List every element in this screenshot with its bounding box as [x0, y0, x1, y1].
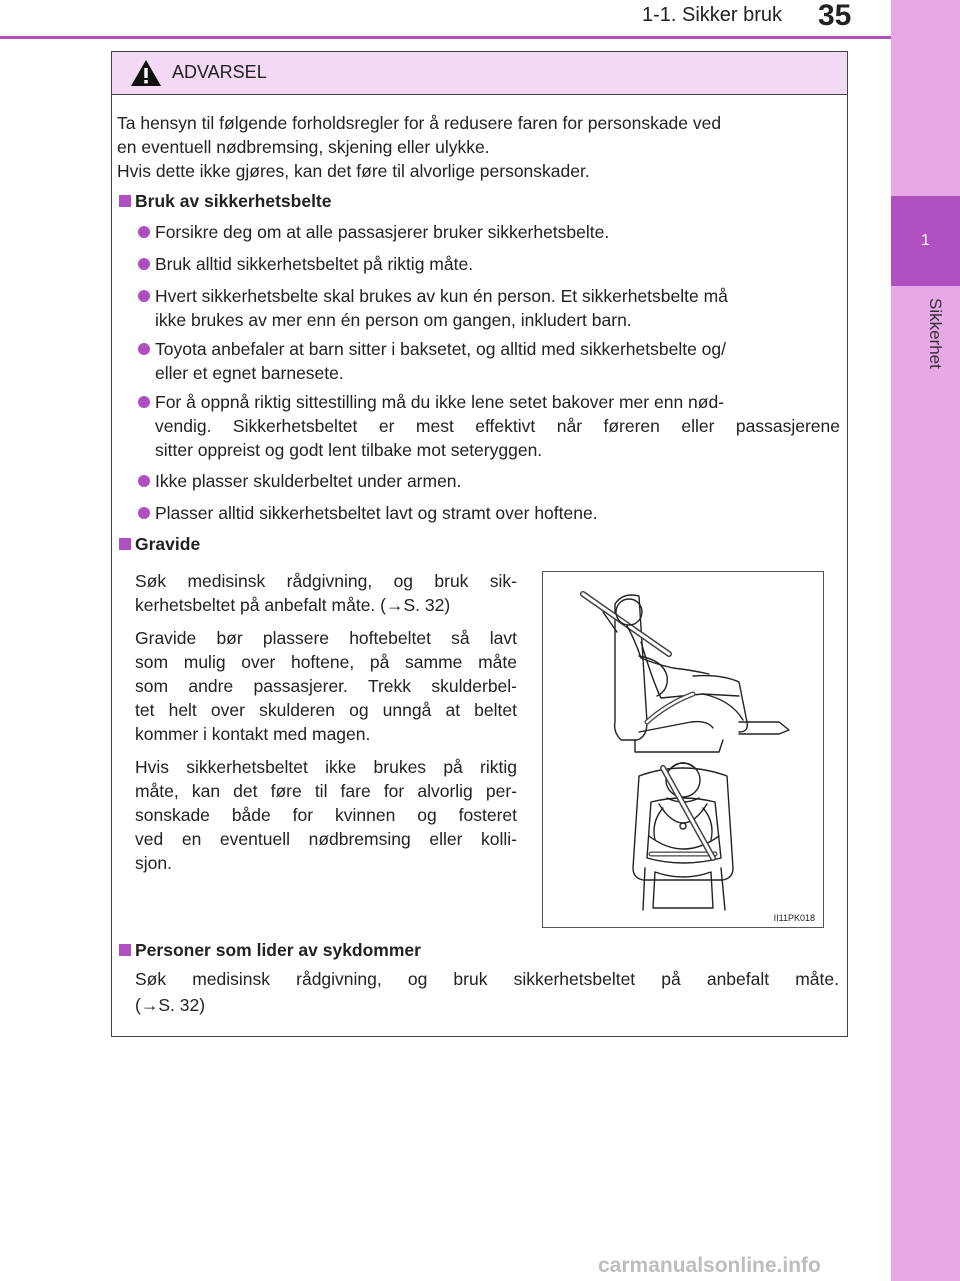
- pregnant-woman-figure: [543, 572, 823, 927]
- list-item: Hvert sikkerhetsbelte skal brukes av kun én person. Et sikkerhetsbelte må: [155, 286, 728, 306]
- intro-line-3: Hvis dette ikke gjøres, kan det føre til alvorlige personskader.: [117, 161, 590, 181]
- bullet: [138, 396, 150, 408]
- bullet: [138, 226, 150, 238]
- list-item: For å oppnå riktig sittestilling må du ikke lene setet bakover mer enn nød-: [155, 392, 725, 412]
- bullet: [138, 475, 150, 487]
- illness-text-l1: Søk medisinsk rådgivning, og bruk sikkerhetsbeltet på anbefalt måte.: [135, 969, 839, 989]
- list-item: Toyota anbefaler at barn sitter i baksetet, og alltid med sikkerhetsbelte og/: [155, 339, 727, 359]
- pregnant-para-2-l2: som mulig over hoftene, på samme måte: [135, 652, 517, 672]
- intro-line-2: en eventuell nødbremsing, skjening eller ulykke.: [117, 137, 490, 157]
- header-rule: [0, 36, 891, 39]
- list-item-cont: vendig. Sikkerhetsbeltet er mest effektivt når føreren eller passasjerene: [155, 416, 840, 436]
- pregnant-para-3-l2: måte, kan det føre til fare for alvorlig per-: [135, 781, 517, 801]
- list-item: Ikke plasser skulderbeltet under armen.: [155, 471, 462, 491]
- illness-text: (: [135, 995, 141, 1015]
- intro-line-1: Ta hensyn til følgende forholdsregler for å redusere faren for personskade ved: [117, 113, 722, 133]
- pregnant-heading: Gravide: [135, 534, 201, 554]
- page-reference-link[interactable]: S. 32): [403, 595, 451, 615]
- chapter-sidebar: [891, 0, 960, 1281]
- section-title: 1-1. Sikker bruk: [642, 4, 783, 26]
- arrow-icon: →: [385, 595, 404, 615]
- pregnant-para-2-l3: som andre passasjerer. Trekk skulderbel-: [135, 676, 517, 696]
- list-item-cont: sitter oppreist og godt lent tilbake mot seteryggen.: [155, 440, 543, 460]
- chapter-number: 1: [921, 232, 930, 249]
- warning-triangle-icon: [130, 59, 162, 87]
- warning-header: [112, 52, 847, 95]
- pregnant-seatbelt-illustration: [542, 571, 824, 928]
- pregnant-para-2-l5: kommer i kontakt med magen.: [135, 724, 371, 744]
- section-marker: [119, 195, 131, 207]
- page-reference-link[interactable]: S. 32): [158, 995, 206, 1015]
- arrow-icon: →: [140, 995, 159, 1015]
- bullet: [138, 343, 150, 355]
- pregnant-para-3-l5: sjon.: [135, 853, 172, 873]
- warning-title: ADVARSEL: [172, 62, 267, 82]
- bullet: [138, 258, 150, 270]
- pregnant-para-3-l3: sonskade både for kvinnen og fosteret: [135, 805, 517, 825]
- watermark: carmanualsonline.info: [598, 1254, 821, 1277]
- section-marker: [119, 944, 131, 956]
- pregnant-para-3-l1: Hvis sikkerhetsbeltet ikke brukes på riktig: [135, 757, 517, 777]
- list-item: Forsikre deg om at alle passasjerer bruker sikkerhetsbelte.: [155, 222, 610, 242]
- pregnant-para-2-l4: tet helt over skulderen og unngå at beltet: [135, 700, 517, 720]
- pregnant-para-2-l1: Gravide bør plassere hoftebeltet så lavt: [135, 628, 517, 648]
- pregnant-text: kerhetsbeltet på anbefalt måte. (: [135, 595, 386, 615]
- pregnant-para-1-l1: Søk medisinsk rådgivning, og bruk sik-: [135, 571, 517, 591]
- illness-heading: Personer som lider av sykdommer: [135, 940, 421, 960]
- chapter-label: Sikkerhet: [926, 298, 945, 369]
- seatbelt-heading: Bruk av sikkerhetsbelte: [135, 191, 332, 211]
- list-item: Bruk alltid sikkerhetsbeltet på riktig måte.: [155, 254, 474, 274]
- bullet: [138, 507, 150, 519]
- illness-text-l2: [135, 993, 205, 1017]
- bullet: [138, 290, 150, 302]
- list-item-cont: eller et egnet barnesete.: [155, 363, 344, 383]
- pregnant-para-3-l4: ved en eventuell nødbremsing eller kolli-: [135, 829, 517, 849]
- list-item-cont: ikke brukes av mer enn én person om gangen, inkludert barn.: [155, 310, 632, 330]
- section-marker: [119, 538, 131, 550]
- figure-id: II11PK018: [773, 913, 815, 923]
- pregnant-para-1-l2: [135, 593, 450, 617]
- page-number: 35: [818, 0, 852, 32]
- list-item: Plasser alltid sikkerhetsbeltet lavt og stramt over hoftene.: [155, 503, 598, 523]
